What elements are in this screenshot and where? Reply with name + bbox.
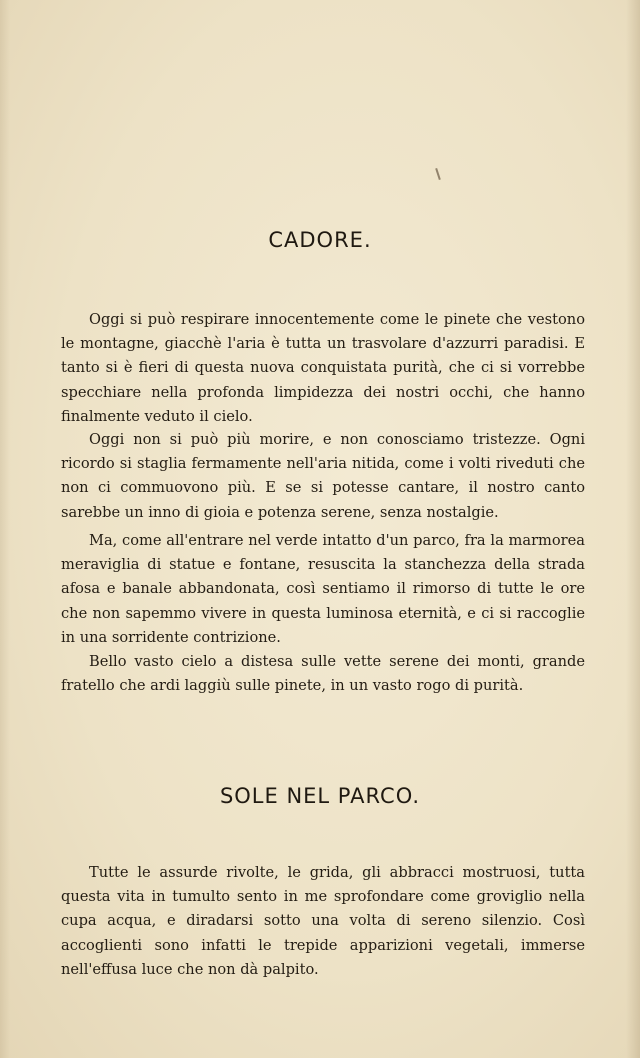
paragraph: Tutte le assurde rivolte, le grida, gli abbracci mostruosi, tutta questa vita in tumulto sento in me sprofondare come groviglio nella cupa acqua, e diradarsi sotto una volta di sereno silenzio. Così accoglienti sono infatti le trepide apparizioni vegetali, immerse nell'effusa luce che non dà palpito. <box>61 864 585 978</box>
section-title-sole-nel-parco: SOLE NEL PARCO. <box>219 784 421 808</box>
page-right-edge-shadow <box>626 0 640 1058</box>
paragraph: Bello vasto cielo a distesa sulle vette serene dei monti, grande fratello che ardi laggiù sulle pinete, in un vasto rogo di purità. <box>61 653 585 695</box>
paragraph: Oggi si può respirare innocentemente come le pinete che vestono le montagne, giacchè l'aria è tutta un trasvolare d'azzurri paradisi. E tanto si è fieri di questa nuova conquistata purità, che ci si vorrebbe specchiare nella profonda limpidezza dei nostri occhi, che hanno finalmente veduto il cielo. <box>61 311 585 425</box>
section-title-cadore: CADORE. <box>268 228 372 252</box>
ink-speck <box>435 168 441 180</box>
paragraph: Ma, come all'entrare nel verde intatto d'un parco, fra la marmorea meraviglia di statue e fontane, resuscita la stanchezza della strada afosa e banale abbandonata, così sentiamo il rimorso di tutte le ore che non sapemmo vivere in questa luminosa eternità, e ci si raccoglie in una sorridente contrizione. <box>61 532 585 646</box>
paragraph: Oggi non si può più morire, e non conosciamo tristezze. Ogni ricordo si staglia fermamente nell'aria nitida, come i volti riveduti che non ci commuovono più. E se si potesse cantare, il nostro canto sarebbe un inno di gioia e potenza serene, senza nostalgie. <box>61 431 585 521</box>
page-left-edge-shadow <box>0 0 10 1058</box>
